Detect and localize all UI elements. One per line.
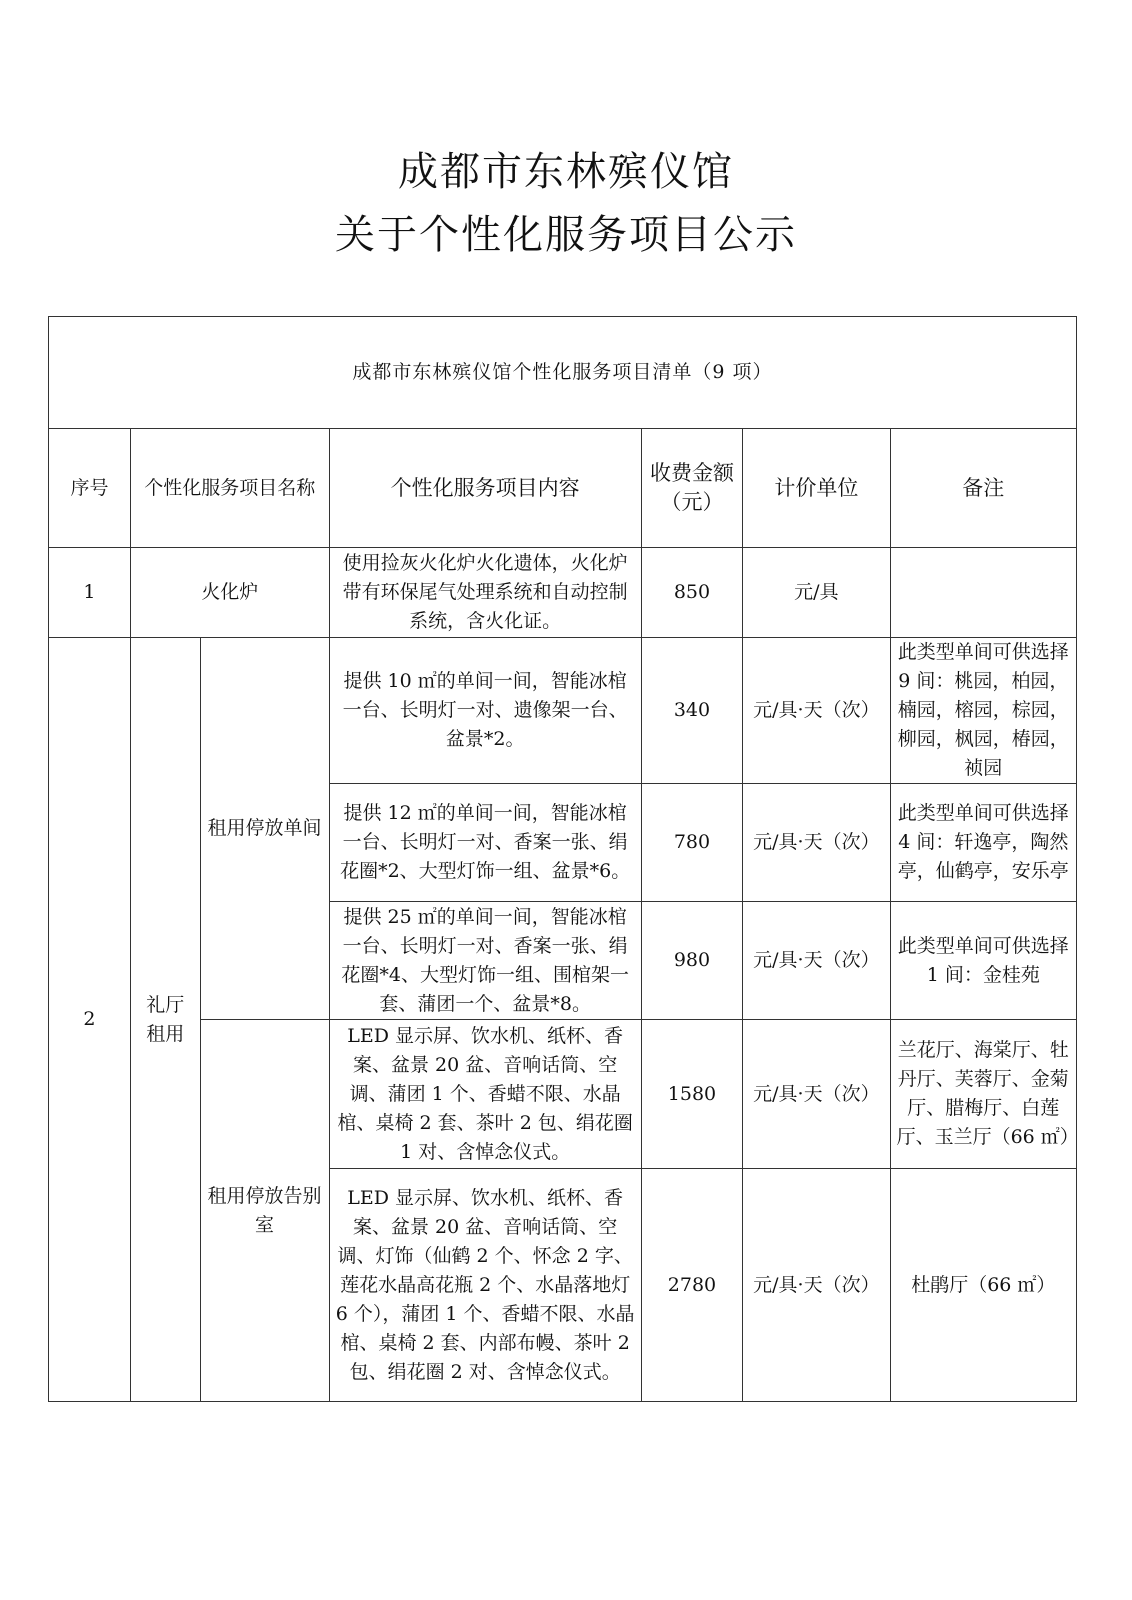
table-caption: 成都市东林殡仪馆个性化服务项目清单（9 项）	[49, 317, 1077, 429]
table-header-row	[49, 429, 1077, 548]
farewell-room-2-note: 杜鹃厅（66 ㎡）	[890, 1169, 1076, 1402]
row1-name: 火化炉	[130, 548, 329, 638]
header-fee: 收费金额（元）	[641, 429, 742, 548]
single-room-2-note: 此类型单间可供选择 4 间：轩逸亭，陶然亭，仙鹤亭，安乐亭	[890, 784, 1076, 902]
single-room-3-fee: 980	[641, 902, 742, 1020]
farewell-room-1-note: 兰花厅、海棠厅、牡丹厅、芙蓉厅、金菊厅、腊梅厅、白莲厅、玉兰厅（66 ㎡）	[890, 1020, 1076, 1169]
single-room-1-unit: 元/具·天（次）	[743, 638, 890, 784]
table-row	[49, 638, 1077, 784]
single-room-2-fee: 780	[641, 784, 742, 902]
document-title-line1: 成都市东林殡仪馆	[398, 149, 734, 195]
single-room-2-unit: 元/具·天（次）	[743, 784, 890, 902]
service-items-table	[48, 316, 1077, 1402]
header-item-name: 个性化服务项目名称	[130, 429, 329, 548]
row1-seq: 1	[49, 548, 131, 638]
row1-content: 使用捡灰火化炉火化遗体，火化炉带有环保尾气处理系统和自动控制系统，含火化证。	[329, 548, 641, 638]
farewell-room-2-fee: 2780	[641, 1169, 742, 1402]
row1-unit: 元/具	[743, 548, 890, 638]
row1-note	[890, 548, 1076, 638]
farewell-room-1-content: LED 显示屏、饮水机、纸杯、香案、盆景 20 盆、音响话筒、空调、蒲团 1 个、香蜡不限、水晶棺、桌椅 2 套、茶叶 2 包、绢花圈 1 对、含悼念仪式。	[329, 1020, 641, 1169]
single-room-2-content: 提供 12 ㎡的单间一间，智能冰棺一台、长明灯一对、香案一张、绢花圈*2、大型灯饰一组、盆景*6。	[329, 784, 641, 902]
row2-category: 礼厅租用	[130, 638, 200, 1402]
header-unit: 计价单位	[743, 429, 890, 548]
single-room-1-fee: 340	[641, 638, 742, 784]
single-room-3-note: 此类型单间可供选择 1 间：金桂苑	[890, 902, 1076, 1020]
document-title-line2: 关于个性化服务项目公示	[335, 212, 797, 258]
farewell-room-1-unit: 元/具·天（次）	[743, 1020, 890, 1169]
farewell-room-name: 租用停放告别室	[200, 1020, 329, 1402]
single-room-1-content: 提供 10 ㎡的单间一间，智能冰棺一台、长明灯一对、遗像架一台、盆景*2。	[329, 638, 641, 784]
row1-fee: 850	[641, 548, 742, 638]
single-room-3-content: 提供 25 ㎡的单间一间，智能冰棺一台、长明灯一对、香案一张、绢花圈*4、大型灯饰一组、围棺架一套、蒲团一个、盆景*8。	[329, 902, 641, 1020]
single-room-1-note: 此类型单间可供选择 9 间：桃园，柏园，楠园，榕园，棕园，柳园，枫园，椿园，祯园	[890, 638, 1076, 784]
single-room-3-unit: 元/具·天（次）	[743, 902, 890, 1020]
table-row	[49, 1020, 1077, 1169]
farewell-room-1-fee: 1580	[641, 1020, 742, 1169]
farewell-room-2-content: LED 显示屏、饮水机、纸杯、香案、盆景 20 盆、音响话筒、空调、灯饰（仙鹤 2 个、怀念 2 字、莲花水晶高花瓶 2 个、水晶落地灯 6 个），蒲团 1 个、香蜡不限、水晶棺、桌椅 2 套、内部布幔、茶叶 2 包、绢花圈 2 对、含悼念仪式。	[329, 1169, 641, 1402]
row2-seq: 2	[49, 638, 131, 1402]
farewell-room-2-unit: 元/具·天（次）	[743, 1169, 890, 1402]
table-row	[49, 548, 1077, 638]
header-note: 备注	[890, 429, 1076, 548]
single-room-name: 租用停放单间	[200, 638, 329, 1020]
header-seq: 序号	[49, 429, 131, 548]
header-item-content: 个性化服务项目内容	[329, 429, 641, 548]
